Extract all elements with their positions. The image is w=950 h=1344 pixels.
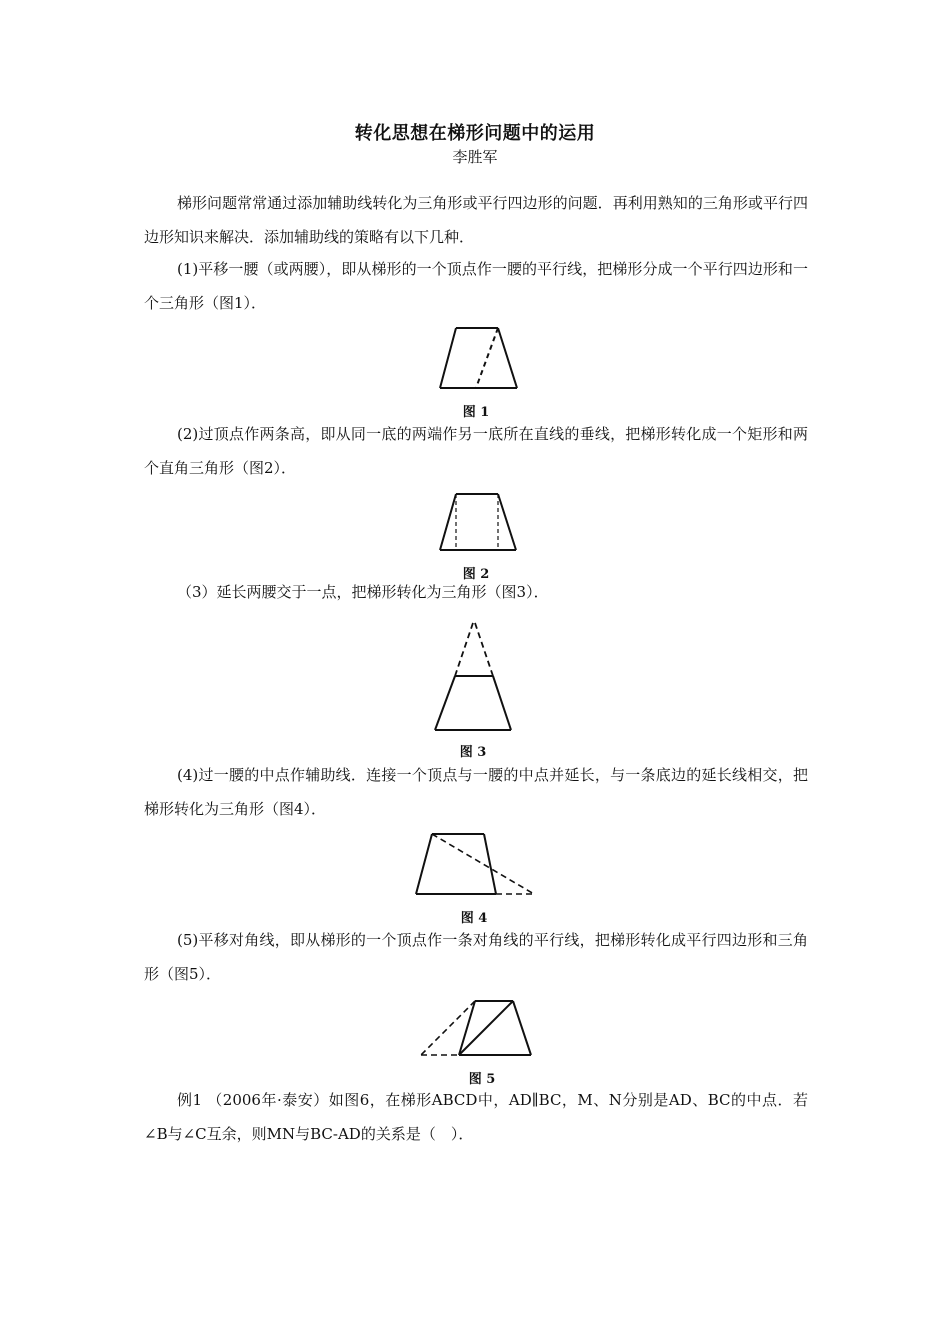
method-5-paragraph: (5)平移对角线，即从梯形的一个顶点作一条对角线的平行线，把梯形转化成平行四边形和三角形（图5）．	[144, 931, 808, 983]
fig2-right-leg	[498, 494, 516, 550]
fig5-right-leg	[513, 1001, 531, 1055]
fig1-auxiliary-line	[476, 328, 498, 388]
figure-3-caption: 图 3	[459, 745, 487, 760]
fig2-left-leg	[440, 494, 456, 550]
fig3-left-extension	[455, 620, 474, 676]
figure-5-diagram	[415, 995, 545, 1063]
fig1-left-leg	[440, 328, 456, 388]
fig4-midpoint-line	[432, 834, 534, 894]
figure-1-caption: 图 1	[462, 405, 490, 420]
method-2-paragraph: (2)过顶点作两条高，即从同一底的两端作另一底所在直线的垂线，把梯形转化成一个矩形和两个直角三角形（图2）．	[144, 425, 808, 477]
intro-paragraph: 梯形问题常常通过添加辅助线转化为三角形或平行四边形的问题．再利用熟知的三角形或平行四边形知识来解决．添加辅助线的策略有以下几种．	[144, 194, 808, 246]
fig1-right-leg	[498, 328, 517, 388]
fig3-right-leg	[493, 676, 511, 730]
figure-5-caption: 图 5	[468, 1072, 496, 1087]
method-1-paragraph: (1)平移一腰（或两腰），即从梯形的一个顶点作一腰的平行线，把梯形分成一个平行四边形和一个三角形（图1）．	[144, 260, 808, 312]
method-4-paragraph: (4)过一腰的中点作辅助线．连接一个顶点与一腰的中点并延长，与一条底边的延长线相交，把梯形转化为三角形（图4）．	[144, 766, 808, 818]
example-1-paragraph: 例1 （2006年·泰安）如图6，在梯形ABCD中，AD∥BC，M、N分别是AD、BC的中点．若∠B与∠C互余，则MN与BC-AD的关系是（ ）．	[144, 1091, 808, 1143]
figure-2-diagram	[430, 488, 530, 560]
fig4-left-leg	[416, 834, 432, 894]
figure-1-diagram	[430, 322, 530, 394]
figure-2-caption: 图 2	[462, 567, 490, 582]
figure-4-diagram	[410, 828, 540, 900]
figure-3-diagram	[425, 612, 525, 736]
document-title: 转化思想在梯形问题中的运用	[354, 123, 596, 144]
fig3-right-extension	[474, 620, 493, 676]
fig3-left-leg	[435, 676, 455, 730]
fig4-right-leg	[484, 834, 496, 894]
figure-4-caption: 图 4	[460, 911, 488, 926]
document-author: 李胜军	[452, 148, 498, 166]
method-3-paragraph: （3）延长两腰交于一点，把梯形转化为三角形（图3）．	[177, 583, 549, 601]
